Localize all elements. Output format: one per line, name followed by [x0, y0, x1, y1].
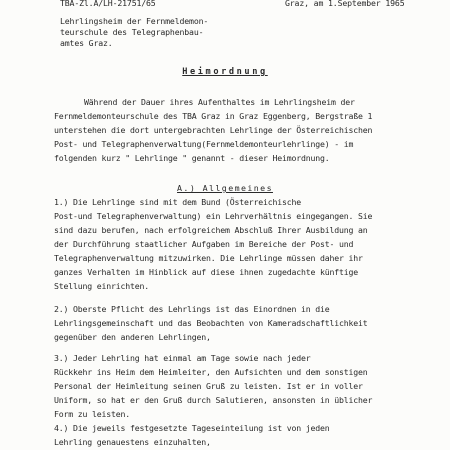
rule-line: gegenüber den anderen Lehrlingen,	[54, 332, 211, 342]
document-date: Graz, am 1.September 1965	[285, 0, 405, 8]
intro-line: Während der Dauer ihres Aufenthaltes im Lehrlingsheim der	[84, 97, 355, 107]
rule-line: 1.) Die Lehrlinge sind mit dem Bund (Österreichische	[54, 197, 301, 207]
rule-line: der Durchführung staatlicher Aufgaben im Bereiche der Post- und	[54, 239, 354, 249]
rule-line: Form zu leisten.	[54, 409, 130, 419]
rule-line: Personal der Heimleitung seinen Gruß zu leisten. Ist er in voller	[54, 381, 363, 391]
rule-line: 3.) Jeder Lehrling hat einmal am Tage sowie nach jeder	[54, 353, 311, 363]
intro-line: Fernmeldemonteurschule des TBA Graz in Graz Eggenberg, Bergstraße 1	[54, 111, 373, 121]
organization-line: amtes Graz.	[60, 38, 113, 48]
rule-line: Post-und Telegraphenverwaltung) ein Lehrverhältnis eingegangen. Sie	[54, 211, 373, 221]
rule-line: 4.) Die jeweils festgesetzte Tageseinteilung ist von jeden	[54, 423, 330, 433]
rule-line: Lehrling genauestens einzuhalten,	[54, 437, 211, 447]
intro-line: unterstehen die dort untergebrachten Lehrlinge der Österreichischen	[54, 125, 373, 135]
organization-line: Lehrlingsheim der Fernmeldemon-	[60, 16, 209, 26]
document-title: Heimordnung	[182, 67, 268, 77]
rule-line: Lehrlingsgemeinschaft und das Beobachten von Kameradschaftlichkeit	[54, 318, 368, 328]
rule-line: ganzes Verhalten im Hinblick auf diese ihnen zugedachte künftige	[54, 267, 358, 277]
section-heading: A.) Allgemeines	[177, 183, 273, 193]
rule-line: Telegraphenverwaltung mitzuwirken. Die Lehrlinge müssen daher ihr	[54, 253, 363, 263]
rule-line: 2.) Oberste Pflicht des Lehrlings ist das Einordnen in die	[54, 304, 330, 314]
intro-line: folgenden kurz " Lehrlinge " genannt - dieser Heimordnung.	[54, 153, 330, 163]
reference-number: TBA-Zl.A/LH-21751/65	[60, 0, 156, 8]
rule-line: Stellung einrichten.	[54, 281, 149, 291]
organization-line: teurschule des Telegraphenbau-	[60, 27, 204, 37]
intro-line: Post- und Telegraphenverwaltung(Fernmeldemonteurlehrlinge) - im	[54, 139, 354, 149]
rule-line: Uniform, so hat er den Gruß durch Salutieren, ansonsten in üblicher	[54, 395, 373, 405]
rule-line: Rückkehr ins Heim dem Heimleiter, den Aufsichten und dem sonstigen	[54, 367, 368, 377]
rule-line: sind dazu berufen, nach erfolgreichem Abschluß Ihrer Ausbildung an	[54, 225, 368, 235]
